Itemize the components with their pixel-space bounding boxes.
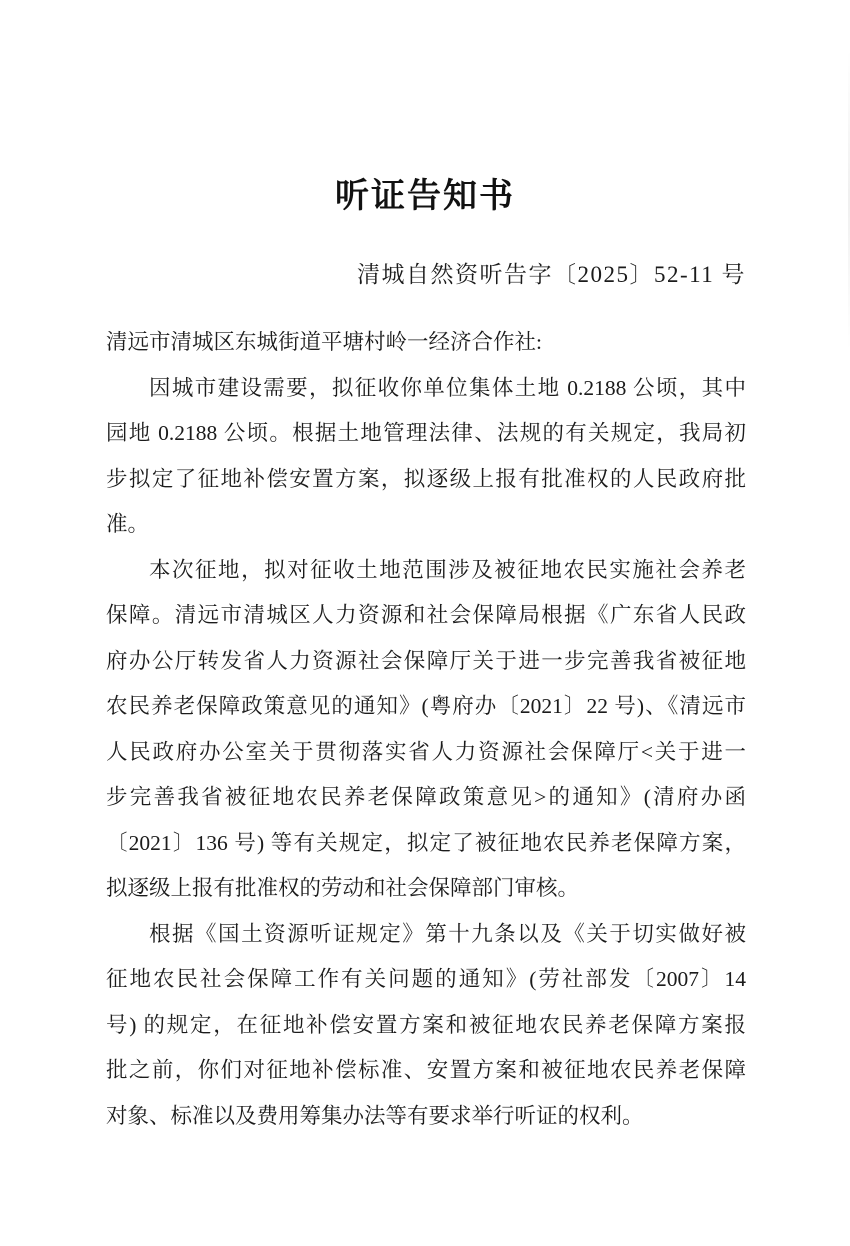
document-line: 步拟定了征地补偿安置方案，拟逐级上报有批准权的人民政府批 [106,466,746,491]
document-line: 批之前，你们对征地补偿标准、安置方案和被征地农民养老保障 [106,1058,746,1082]
paragraph [106,548,746,912]
document-line: 园地 0.2188 公顷。根据土地管理法律、法规的有关规定，我局初 [106,421,746,445]
document-line: 府办公厅转发省人力资源社会保障厅关于进一步完善我省被征地 [106,648,746,673]
document-line: 本次征地，拟对征收土地范围涉及被征地农民实施社会养老 [149,557,746,582]
document-body [106,320,746,1139]
document-line: 农民养老保障政策意见的通知》(粤府办〔2021〕22 号)、《清远市 [106,694,746,718]
paragraph [106,366,746,548]
document-line: 根据《国土资源听证规定》第十九条以及《关于切实做好被 [149,921,746,946]
document-line: 步完善我省被征地农民养老保障政策意见>的通知》(清府办函 [106,785,746,809]
document-line: 对象、标准以及费用筹集办法等有要求举行听证的权利。 [106,1103,644,1128]
document-line: 号) 的规定，在征地补偿安置方案和被征地农民养老保障方案报 [106,1012,746,1037]
document-line: 征地农民社会保障工作有关问题的通知》(劳社部发〔2007〕14 [106,967,746,991]
document-title: 听证告知书 [335,177,515,215]
document-line: 拟逐级上报有批准权的劳动和社会保障部门审核。 [106,876,580,900]
recipient-line: 清远市清城区东城街道平塘村岭一经济合作社: [106,330,542,354]
document-number: 清城自然资听告字〔2025〕52-11 号 [356,262,746,287]
paragraph [106,912,746,1140]
document-line: 保障。清远市清城区人力资源和社会保障局根据《广东省人民政 [106,603,746,627]
document-line: 人民政府办公室关于贯彻落实省人力资源社会保障厅<关于进一 [106,739,746,764]
document-line: 准。 [106,512,150,536]
document-line: 〔2021〕136 号) 等有关规定，拟定了被征地农民养老保障方案， [106,830,746,855]
document-line: 因城市建设需要，拟征收你单位集体土地 0.2188 公顷，其中 [149,375,746,400]
